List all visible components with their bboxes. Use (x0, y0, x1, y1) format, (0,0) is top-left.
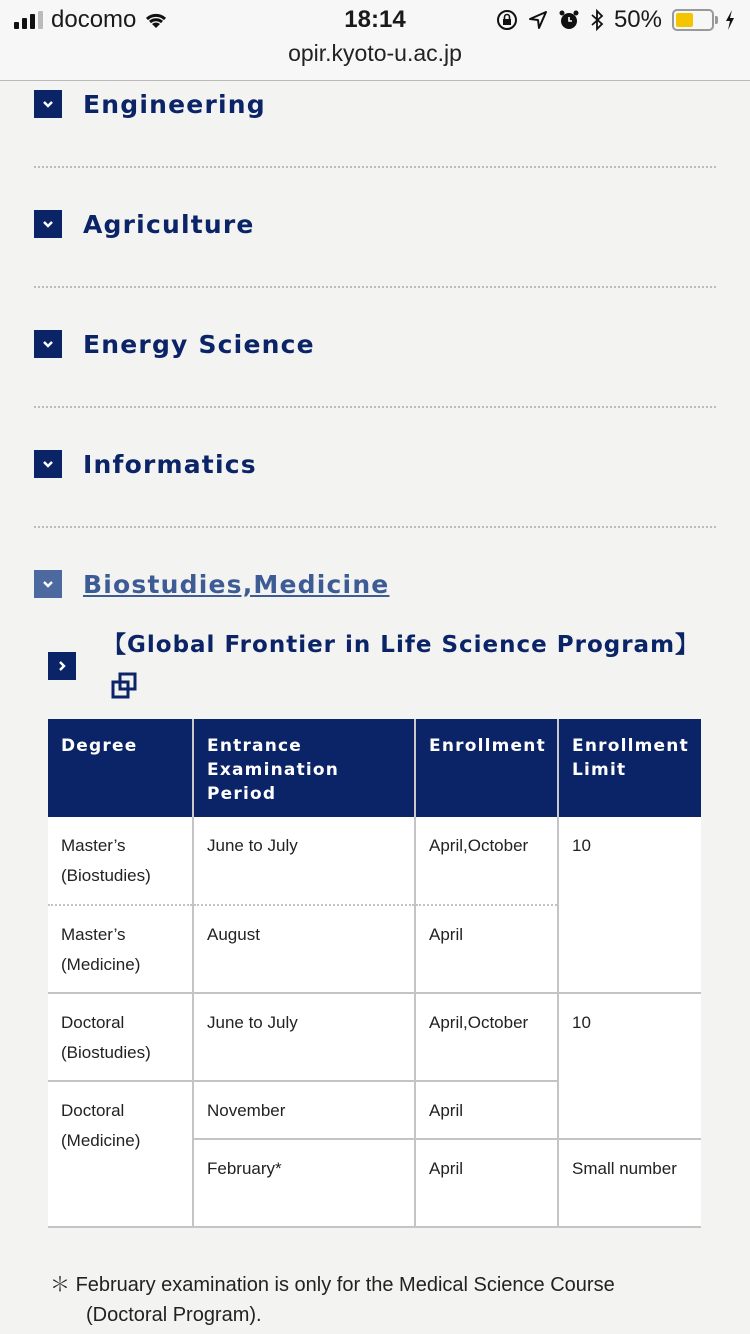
table-row (48, 817, 701, 905)
charging-icon (724, 9, 736, 31)
cell-degree: Master’s (Biostudies) (48, 817, 193, 905)
cell-degree: Doctoral (Medicine) (48, 1081, 193, 1227)
footnote-line2: (Doctoral Program). (86, 1304, 262, 1326)
program-title[interactable]: 【Global Frontier in Life Science Program】 (103, 632, 700, 658)
cell-period: June to July (193, 817, 415, 905)
accordion-item-engineering[interactable] (34, 84, 716, 124)
location-icon (528, 10, 548, 30)
cell-period: November (193, 1081, 415, 1139)
accordion-item-energy-science[interactable] (34, 324, 716, 364)
header-enrollment-limit: Enrollment Limit (558, 719, 701, 817)
accordion-label[interactable]: Agriculture (83, 209, 255, 239)
rotation-lock-icon (496, 9, 518, 31)
cell-enrollment: April (415, 1081, 558, 1139)
footnote (50, 1270, 730, 1330)
cell-period: June to July (193, 993, 415, 1081)
divider (34, 526, 716, 528)
cell-enrollment: April,October (415, 817, 558, 905)
accordion-label[interactable]: Informatics (83, 449, 257, 479)
footnote-mark: ＊ (50, 1274, 70, 1296)
battery-icon (672, 9, 714, 31)
header-enrollment: Enrollment (415, 719, 558, 817)
chevron-down-icon[interactable] (34, 210, 62, 238)
accordion-item-biostudies-medicine[interactable] (34, 564, 716, 604)
chevron-right-icon[interactable] (48, 652, 76, 680)
chevron-down-icon[interactable] (34, 570, 62, 598)
carrier-name: docomo (51, 6, 137, 33)
divider (34, 286, 716, 288)
status-bar (0, 0, 750, 81)
cell-degree: Doctoral (Biostudies) (48, 993, 193, 1081)
cell-enrollment: April (415, 905, 558, 993)
accordion-item-agriculture[interactable] (34, 204, 716, 244)
cell-enrollment: April,October (415, 993, 558, 1081)
header-exam-period: Entrance Examination Period (193, 719, 415, 817)
battery-percent: 50% (613, 6, 662, 33)
bluetooth-icon (590, 9, 604, 31)
external-window-icon[interactable] (110, 672, 138, 700)
divider (34, 406, 716, 408)
header-degree: Degree (48, 719, 193, 817)
status-right (496, 6, 736, 34)
cell-period: August (193, 905, 415, 993)
cell-limit: 10 (558, 817, 701, 993)
cell-limit: 10 (558, 993, 701, 1139)
accordion-label[interactable]: Energy Science (83, 329, 315, 359)
accordion-item-informatics[interactable] (34, 444, 716, 484)
clock: 18:14 (344, 6, 406, 33)
accordion-label[interactable]: Engineering (83, 89, 266, 119)
chevron-down-icon[interactable] (34, 90, 62, 118)
alarm-icon (558, 9, 580, 31)
address-bar-url[interactable]: opir.kyoto-u.ac.jp (288, 40, 462, 66)
divider (34, 166, 716, 168)
cell-limit: Small number (558, 1139, 701, 1227)
cell-degree: Master’s (Medicine) (48, 905, 193, 993)
accordion-label[interactable]: Biostudies,Medicine (83, 569, 390, 599)
chevron-down-icon[interactable] (34, 330, 62, 358)
chevron-down-icon[interactable] (34, 450, 62, 478)
table-row (48, 993, 701, 1081)
cell-enrollment: April (415, 1139, 558, 1227)
footnote-line1: February examination is only for the Medical Science Course (75, 1274, 615, 1296)
admission-table (48, 719, 701, 1228)
table-header-row (48, 719, 701, 817)
cell-period: February* (193, 1139, 415, 1227)
